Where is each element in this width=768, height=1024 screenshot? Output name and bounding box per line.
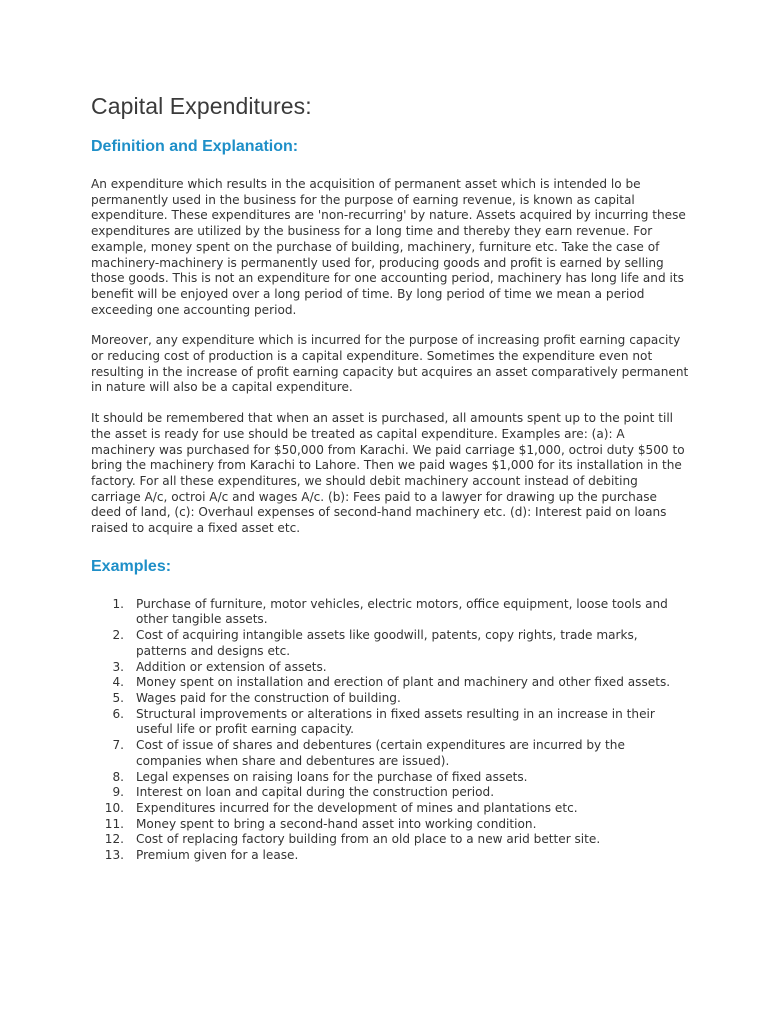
list-item-text: Expenditures incurred for the development of mines and plantations etc. — [136, 800, 578, 815]
list-item — [91, 675, 691, 691]
list-item-number: 11. — [104, 816, 124, 831]
list-item-number: 8. — [112, 769, 124, 784]
list-item-number: 6. — [112, 706, 124, 721]
list-item — [91, 817, 691, 833]
definition-paragraph-2: Moreover, any expenditure which is incurred for the purpose of increasing profit earning capacity or reducing cost of production is a capital expenditure. Sometimes the expenditure even not resulting in the increase of profit earning capacity but acquires an asset comparatively permanent in nature will also be a capital expenditure. — [91, 333, 689, 395]
list-item — [91, 691, 691, 707]
list-item — [91, 770, 691, 786]
list-item-number: 4. — [112, 675, 124, 690]
list-item-text: Money spent to bring a second-hand asset into working condition. — [136, 816, 537, 831]
list-item — [91, 801, 691, 817]
list-item — [91, 660, 691, 676]
list-item — [91, 785, 691, 801]
list-item-text: Premium given for a lease. — [136, 848, 299, 863]
document-page — [91, 92, 691, 864]
list-item-number: 10. — [104, 800, 124, 815]
list-item — [91, 628, 691, 659]
list-item-text: Legal expenses on raising loans for the purchase of fixed assets. — [136, 769, 528, 784]
list-item-text: Structural improvements or alterations in fixed assets resulting in an increase in their useful life or profit earning capacity. — [136, 706, 655, 737]
definition-paragraph-1: An expenditure which results in the acquisition of permanent asset which is intended lo be permanently used in the business for the purpose of earning revenue, is known as capital expenditure. These expenditures are 'non-recurring' by nature. Assets acquired by incurring these expenditures are utilized by the business for a long time and thereby they earn revenue. For example, money spent on the purchase of building, machinery, furniture etc. Take the case of machinery-machinery is permanently used for, producing goods and profit is earned by selling those goods. This is not an expenditure for one accounting period, machinery has long life and its benefit will be enjoyed over a long period of time. By long period of time we mean a period exceeding one accounting period. — [91, 177, 686, 317]
list-item-number: 12. — [104, 832, 124, 847]
list-item-number: 9. — [112, 785, 124, 800]
list-item-text: Cost of acquiring intangible assets like goodwill, patents, copy rights, trade marks, patterns and designs etc. — [136, 628, 638, 658]
list-item-text: Money spent on installation and erection of plant and machinery and other fixed assets. — [136, 675, 671, 690]
list-item — [91, 707, 691, 738]
list-item-number: 1. — [112, 596, 124, 611]
list-item-text: Cost of replacing factory building from an old place to a new arid better site. — [136, 832, 601, 847]
list-item-text: Cost of issue of shares and debentures (certain expenditures are incurred by the companies when share and debentures are issued). — [136, 738, 625, 768]
examples-list — [91, 597, 691, 864]
list-item-text: Wages paid for the construction of building. — [136, 690, 401, 705]
list-item-number: 2. — [112, 628, 124, 643]
definition-heading: Definition and Explanation: — [91, 138, 299, 155]
list-item — [91, 848, 691, 864]
list-item — [91, 832, 691, 848]
list-item-text: Interest on loan and capital during the construction period. — [136, 785, 495, 800]
list-item-number: 5. — [112, 690, 124, 705]
list-item — [91, 597, 691, 628]
definition-paragraph-3: It should be remembered that when an asset is purchased, all amounts spent up to the point till the asset is ready for use should be treated as capital expenditure. Examples are: (a): A machinery was purchased for $50,000 from Karachi. We paid carriage $1,000, octroi duty $500 to bring the machinery from Karachi to Lahore. Then we paid wages $1,000 for its installation in the factory. For all these expenditures, we should debit machinery account instead of debiting carriage A/c, octroi A/c and wages A/c. (b): Fees paid to a lawyer for drawing up the purchase deed of land, (c): Overhaul expenses of second-hand machinery etc. (d): Interest paid on loans raised to acquire a fixed asset etc. — [91, 411, 685, 536]
list-item — [91, 738, 691, 769]
list-item-text: Purchase of furniture, motor vehicles, electric motors, office equipment, loose tools and other tangible assets. — [136, 596, 668, 627]
list-item-number: 7. — [112, 738, 124, 753]
page-title: Capital Expenditures: — [91, 93, 312, 119]
list-item-number: 3. — [112, 659, 124, 674]
examples-heading: Examples: — [91, 557, 172, 575]
list-item-text: Addition or extension of assets. — [136, 659, 327, 674]
list-item-number: 13. — [104, 848, 124, 863]
